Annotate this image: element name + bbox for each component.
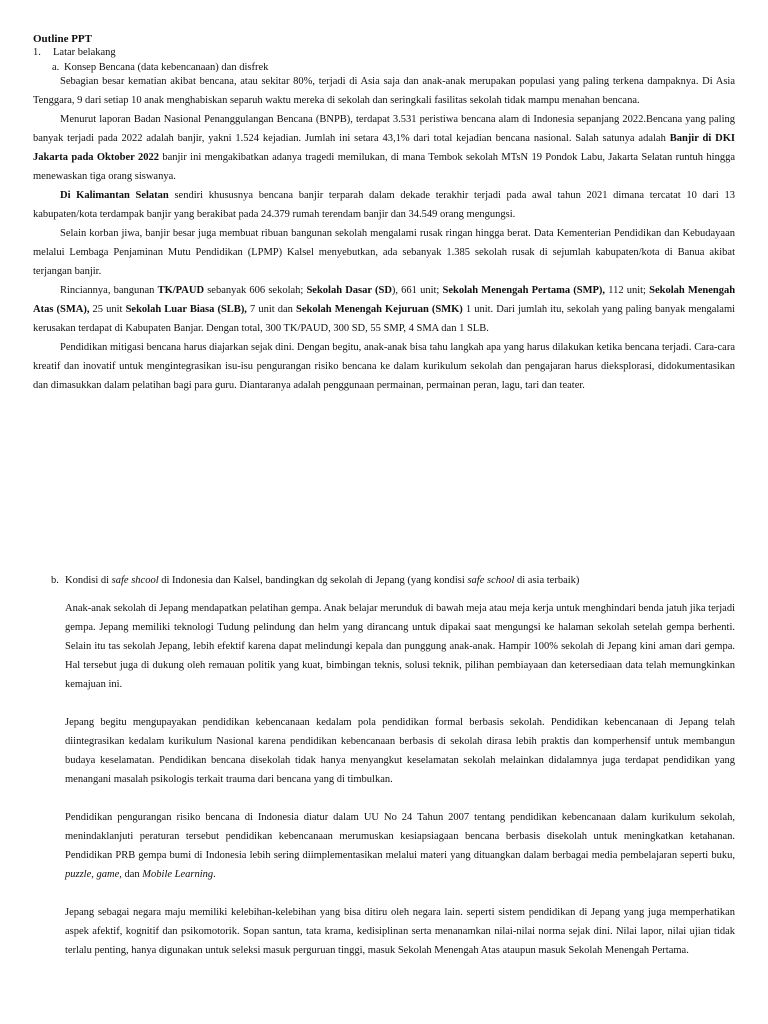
italic-text: puzzle [65,869,92,880]
sublist-letter: a. [52,62,60,73]
paragraph: Jepang sebagai negara maju memiliki kelebihan-kelebihan yang bisa ditiru oleh negara lain. seperti sistem pendidikan di Jepang yang juga memperhatikan aspek afektif, kognitif dan psikomotorik. Sopan santun, tata krama, kedisiplinan serta menanamkan nilai-nilai norma sejak dini. Nilai lapor, nilai ujian tidak terlalu penting, hanya digunakan untuk seleksi masuk perguruan tinggi, masuk Sekolah Menengah Atas ataupun masuk Sekolah Menengah Pertama. [65,907,735,956]
paragraph: Jepang begitu mengupayakan pendidikan kebencanaan kedalam pola pendidikan formal berbasis sekolah. Pendidikan kebencanaan di Jepang telah diintegrasikan kedalam kurikulum Nasional karena pendidikan kebencanaan berbasis di sekolah dirasa lebih praktis dan komperhensif untuk membangun budaya keselamatan. Pendidikan bencana disekolah tidak hanya menyangkut keselamatan sekolah melainkan didalamnya juga terdapat pendidikan yang menangani masalah psikologis terkait trauma dari bencana yang di timbulkan. [65,717,735,785]
italic-text: game [96,869,120,880]
text-span: di asia terbaik) [517,575,580,586]
text-span: Rinciannya, bangunan [60,285,155,296]
paragraph: Sebagian besar kematian akibat bencana, atau sekitar 80%, terjadi di Asia saja dan anak-anak merupakan populasi yang paling terkena dampaknya. Di Asia Tenggara, 9 dari setiap 10 anak menghabiskan separuh waktu mereka di sekolah dan seringkali fasilitas sekolah tidak mampu menahan bencana. [33,76,735,106]
paragraph [33,281,735,338]
bold-text: TK/PAUD [157,285,205,296]
text-span: sendiri khususnya bencana banjir terparah dalam dekade terakhir terjadi pada awal tahun 2021 dimana tercatat 10 dari 13 kabupaten/kota terdampak banjir yang berakibat pada 24.379 rumah terendam banjir dan 34.549 orang mengungsi. [33,190,735,220]
section-b-body [65,599,735,979]
text-span: 1 unit. Dari jumlah itu, sekolah yang paling banyak mengalami kerusakan terdapat di Kabupaten Banjar. Dengan total, 300 TK/PAUD, 300 SD, 55 SMP, 4 SMA dan 1 SLB. [33,304,736,334]
italic-text: safe school [467,575,515,586]
text-span: 25 unit [92,304,123,315]
text-span: sebanyak 606 sekolah; [207,285,304,296]
text-span: , [91,869,94,880]
bold-text: Sekolah Menengah Pertama (SMP), [442,285,606,296]
text-span: 7 unit dan [250,304,293,315]
paragraph: Anak-anak sekolah di Jepang mendapatkan pelatihan gempa. Anak belajar merunduk di bawah meja atau meja kerja untuk menghindari benda jatuh jika terjadi gempa. Jepang memiliki teknologi Tudung pelindung dan helm yang dirancang untuk dipakai saat mengungsi ke halaman sekolah setelah gempa berhenti. Selain itu tas sekolah Jepang, lebih efektif karena dapat melindungi kepala dan punggung anak-anak. Hampir 100% sekolah di Jepang kini aman dari gempa. Hal tersebut juga di dukung oleh remauan politik yang kuat, bimbingan teknis, solusi teknik, pilihan pembiayaan dan ketersediaan data telah memungkinkan kemajuan ini. [65,603,735,690]
paragraph [33,186,735,224]
text-span: ), 661 unit; [391,285,440,296]
sublist-item-b [51,575,579,586]
list-item-1 [33,47,116,58]
text-span: 112 unit; [608,285,646,296]
text-span: Pendidikan pengurangan risiko bencana di Indonesia diatur dalam UU No 24 Tahun 2007 tentang pendidikan kebencanaan dalam kurikulum sekolah, menindaklanjuti peraturan tersebut pendidikan kebencanaan merumuskan kesiapsiagaan bencana berbasis disekolah untuk meningkatkan ketahanan. Pendidikan PRB gempa bumi di Indonesia lebih sering diimplementasikan melalui materi yang dituangkan dalam berbagai media pembelajaran seperti buku, [65,812,735,861]
italic-text: safe shcool [111,575,159,586]
text-span: Kondisi di [65,575,110,586]
italic-text: Mobile Learning [142,869,214,880]
bold-text: Sekolah Menengah Kejuruan (SMK) [296,304,463,315]
bold-text: Di Kalimantan Selatan [60,190,169,201]
text-span: banjir ini mengakibatkan adanya tragedi memilukan, di mana Tembok sekolah MTsN 19 Pondok Labu, Jakarta Selatan runtuh hingga menewaskan tiga orang siswanya. [33,152,735,182]
sublist-letter: b. [51,575,59,586]
paragraph: Pendidikan mitigasi bencana harus diajarkan sejak dini. Dengan begitu, anak-anak bisa tahu langkah apa yang harus dilakukan ketika bencana terjadi. Cara-cara kreatif dan inovatif untuk mengintegrasikan isu-isu pengurangan risiko bencana ke dalam kurikulum sekolah dan pengajaran harus dieksplorasi, didokumentasikan dan dimasukkan dalam pelatihan bagi para guru. Diantaranya adalah penggunaan permainan, permainan peran, lagu, tari dan teater. [33,342,735,391]
text-span: Menurut laporan Badan Nasional Penanggulangan Bencana (BNPB), terdapat 3.531 peristiwa bencana alam di Indonesia sepanjang 2022.Bencana yang paling banyak terjadi pada 2022 adalah banjir, yakni 1.524 kejadian. Jumlah ini setara 43,1% dari total kejadian bencana nasional. Salah satunya adalah [33,114,735,144]
paragraph: Selain korban jiwa, banjir besar juga membuat ribuan bangunan sekolah mengalami rusak ringan hingga berat. Data Kementerian Pendidikan dan Kebudayaan melalui Lembaga Penjaminan Mutu Pendidikan (LPMP) Kalsel menyebutkan, ada sebanyak 1.385 sekolah rusak di sejumlah kabupaten/kota di Banua akibat terjangan banjir. [33,228,735,277]
sublist-label: Konsep Bencana (data kebencanaan) dan disfrek [64,62,269,73]
text-span: . [213,869,216,880]
paragraph [33,110,735,186]
page-title: Outline PPT [33,33,92,45]
bold-text: Sekolah Dasar (SD [306,285,392,296]
paragraph [65,808,735,884]
list-label: Latar belakang [53,47,116,58]
bold-text: Sekolah Menengah Atas (SMA), [33,285,736,315]
text-span: , dan [119,869,140,880]
section-a-body [33,72,735,395]
text-span: di Indonesia dan Kalsel, bandingkan dg sekolah di Jepang (yang kondisi [161,575,465,586]
bold-text: Banjir di DKI Jakarta pada Oktober 2022 [33,133,736,163]
bold-text: Sekolah Luar Biasa (SLB), [125,304,247,315]
list-number: 1. [33,47,41,58]
